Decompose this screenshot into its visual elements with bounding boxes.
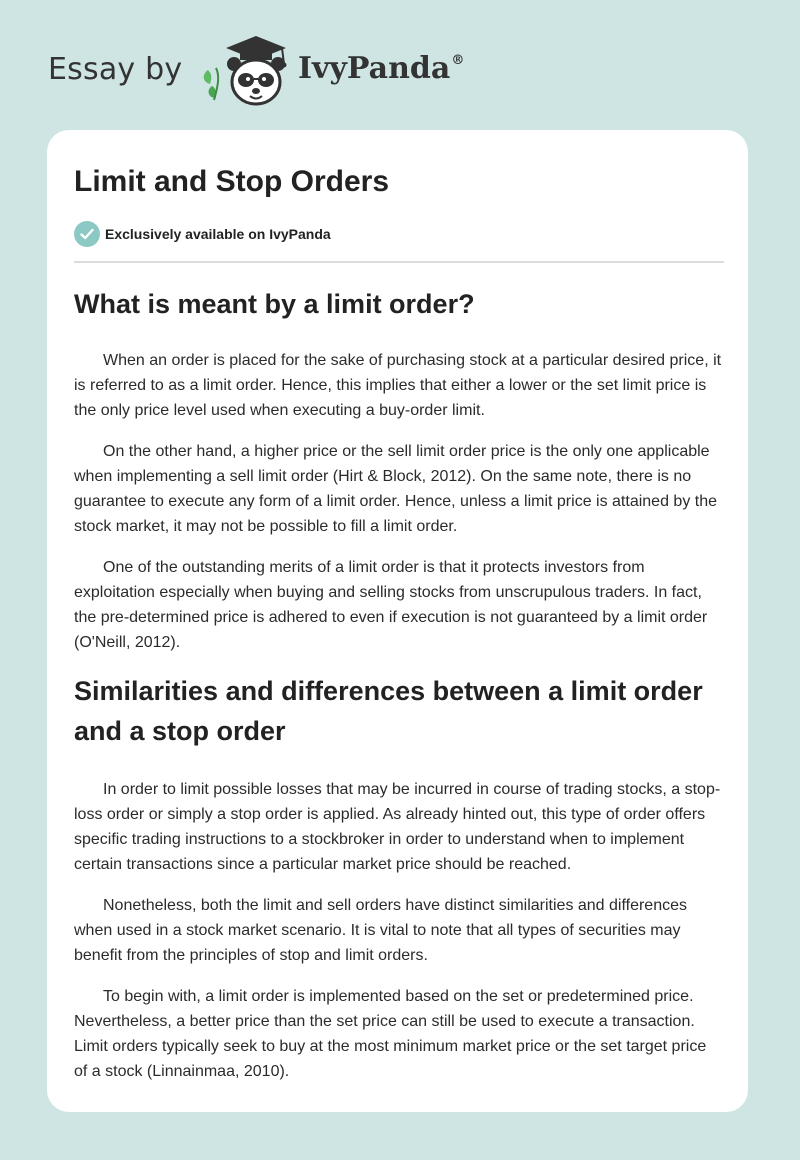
section-heading: Similarities and differences between a limit order and a stop order [74,676,703,746]
section-similarities-differences [74,671,724,1084]
paragraph: One of the outstanding merits of a limit order is that it protects investors from exploitation especially when buying and selling stocks from unscrupulous traders. In fact, the pre-determined price is adhered to even if execution is not guaranteed by a limit order (O'Neill, 2012). [74,559,708,651]
exclusive-badge [74,221,331,247]
page-title: Limit and Stop Orders [74,165,390,198]
essay-card [47,130,748,1112]
paragraph: In order to limit possible losses that may be incurred in course of trading stocks, a stop-loss order or simply a stop order is applied. As already hinted out, this type of order offers specific trading instructions to a stockbroker in order to understand when to implement certain transactions since a particular market price should be reached. [74,781,721,873]
brand-name-text: IvyPanda [298,51,451,86]
paragraph: To begin with, a limit order is implemented based on the set or predetermined price. Nevertheless, a better price than the set price can still be used to execute a transaction. Limit orders typically seek to buy at the most minimum market price or the set target price of a stock (Linnainmaa, 2010). [74,988,707,1080]
brand-prefix: Essay by [48,52,183,87]
title-divider [74,261,724,263]
registered-mark: ® [451,53,465,68]
brand-name [298,51,464,86]
brand-header [48,30,468,110]
paragraph: Nonetheless, both the limit and sell orders have distinct similarities and differences when used in a stock market scenario. It is vital to note that all types of securities may benefit from the principles of stop and limit orders. [74,897,687,964]
checkmark-icon [74,221,100,247]
paragraph: On the other hand, a higher price or the sell limit order price is the only one applicable when implementing a sell limit order (Hirt & Block, 2012). On the same note, there is no guarantee to execute any form of a limit order. Hence, unless a limit price is attained by the stock market, it may not be possible to fill a limit order. [74,443,717,535]
panda-logo-icon[interactable] [198,30,294,110]
section-limit-order [74,284,724,655]
exclusive-badge-text: Exclusively available on IvyPanda [105,226,331,242]
essay-body [74,284,724,1100]
paragraph: When an order is placed for the sake of purchasing stock at a particular desired price, it is referred to as a limit order. Hence, this implies that either a lower or the set limit price is the only price level used when executing a buy-order limit. [74,352,722,419]
section-heading: What is meant by a limit order? [74,289,475,319]
